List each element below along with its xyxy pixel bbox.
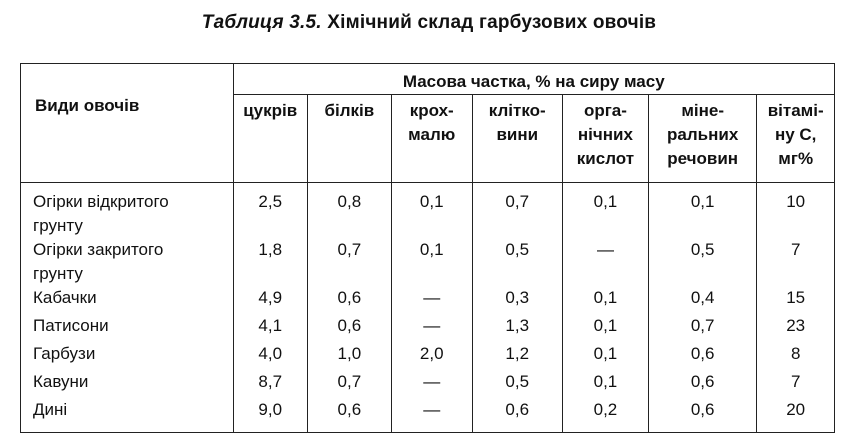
column-header-line: орга- — [583, 101, 627, 120]
header-mass-fraction: Масова частка, % на сиру масу — [233, 64, 834, 95]
vegetable-name-line: Патисони — [33, 316, 109, 335]
value-cell: 7 — [757, 238, 835, 286]
value-cell: 0,1 — [391, 238, 472, 286]
column-header-line: міне- — [681, 101, 724, 120]
column-header — [757, 95, 835, 183]
value-cell: 4,0 — [233, 342, 307, 370]
vegetable-name-line: Огірки відкритого — [33, 192, 169, 211]
vegetable-name-line: Кавуни — [33, 372, 89, 391]
vegetable-name — [21, 342, 234, 370]
column-header — [391, 95, 472, 183]
caption-number: Таблиця 3.5. — [201, 12, 322, 33]
caption-title: Хімічний склад гарбузових овочів — [327, 12, 657, 33]
value-cell: 0,5 — [472, 370, 562, 398]
value-cell: 0,1 — [562, 342, 648, 370]
value-cell: 0,6 — [648, 398, 756, 432]
column-header-line: ральних — [667, 125, 739, 144]
value-cell: — — [562, 238, 648, 286]
value-cell: 1,3 — [472, 314, 562, 342]
value-cell: 0,7 — [648, 314, 756, 342]
value-cell: — — [391, 314, 472, 342]
column-header-line: цукрів — [243, 101, 298, 120]
value-cell: 0,6 — [472, 398, 562, 432]
table-row — [21, 286, 835, 314]
column-header — [307, 95, 391, 183]
value-cell: — — [391, 286, 472, 314]
value-cell: 0,7 — [307, 238, 391, 286]
value-cell: 0,5 — [648, 238, 756, 286]
value-cell: 0,7 — [307, 370, 391, 398]
table-row — [21, 183, 835, 239]
table-row — [21, 314, 835, 342]
vegetable-name-line: Гарбузи — [33, 344, 96, 363]
column-header-line: речовин — [667, 149, 739, 168]
column-header-line: клітко- — [488, 101, 546, 120]
value-cell: 0,2 — [562, 398, 648, 432]
value-cell: 2,0 — [391, 342, 472, 370]
column-header — [562, 95, 648, 183]
value-cell: 1,0 — [307, 342, 391, 370]
value-cell: 0,6 — [648, 370, 756, 398]
value-cell: 0,7 — [472, 183, 562, 239]
vegetable-name — [21, 286, 234, 314]
value-cell: 0,1 — [562, 314, 648, 342]
vegetable-name-line: Дині — [33, 400, 68, 419]
vegetable-name-line: Огірки закритого — [33, 240, 164, 259]
vegetable-name — [21, 238, 234, 286]
value-cell: 4,1 — [233, 314, 307, 342]
vegetable-name — [21, 314, 234, 342]
column-header-line: вини — [496, 125, 539, 144]
value-cell: 10 — [757, 183, 835, 239]
value-cell: 0,1 — [648, 183, 756, 239]
value-cell: 0,1 — [562, 286, 648, 314]
value-cell: 2,5 — [233, 183, 307, 239]
value-cell: 0,5 — [472, 238, 562, 286]
column-header-line: нічних — [577, 125, 633, 144]
value-cell: 0,1 — [391, 183, 472, 239]
value-cell: 8 — [757, 342, 835, 370]
value-cell: 0,6 — [307, 314, 391, 342]
header-kind: Види овочів — [21, 64, 234, 183]
table-row — [21, 370, 835, 398]
value-cell: 9,0 — [233, 398, 307, 432]
value-cell: — — [391, 370, 472, 398]
table-caption — [0, 12, 858, 34]
column-header — [472, 95, 562, 183]
value-cell: 1,8 — [233, 238, 307, 286]
vegetable-name-line: Кабачки — [33, 288, 97, 307]
value-cell: 4,9 — [233, 286, 307, 314]
composition-table — [20, 63, 835, 433]
value-cell: 0,3 — [472, 286, 562, 314]
value-cell: — — [391, 398, 472, 432]
value-cell: 0,1 — [562, 370, 648, 398]
value-cell: 15 — [757, 286, 835, 314]
column-header-line: мг% — [778, 149, 814, 168]
value-cell: 1,2 — [472, 342, 562, 370]
vegetable-name-line: грунту — [33, 216, 83, 235]
column-header — [233, 95, 307, 183]
vegetable-name-line: грунту — [33, 264, 83, 283]
column-header-line: ну С, — [774, 125, 817, 144]
value-cell: 8,7 — [233, 370, 307, 398]
column-header-line: малю — [408, 125, 456, 144]
value-cell: 0,1 — [562, 183, 648, 239]
table-row — [21, 398, 835, 432]
value-cell: 0,6 — [307, 398, 391, 432]
table-row — [21, 238, 835, 286]
value-cell: 0,8 — [307, 183, 391, 239]
value-cell: 0,6 — [307, 286, 391, 314]
column-header-line: білків — [324, 101, 375, 120]
value-cell: 7 — [757, 370, 835, 398]
table-row — [21, 342, 835, 370]
value-cell: 0,6 — [648, 342, 756, 370]
column-header — [648, 95, 756, 183]
column-header-line: вітамі- — [767, 101, 824, 120]
value-cell: 20 — [757, 398, 835, 432]
column-header-line: крох- — [409, 101, 454, 120]
value-cell: 23 — [757, 314, 835, 342]
value-cell: 0,4 — [648, 286, 756, 314]
vegetable-name — [21, 183, 234, 239]
vegetable-name — [21, 370, 234, 398]
column-header-line: кислот — [576, 149, 635, 168]
vegetable-name — [21, 398, 234, 432]
